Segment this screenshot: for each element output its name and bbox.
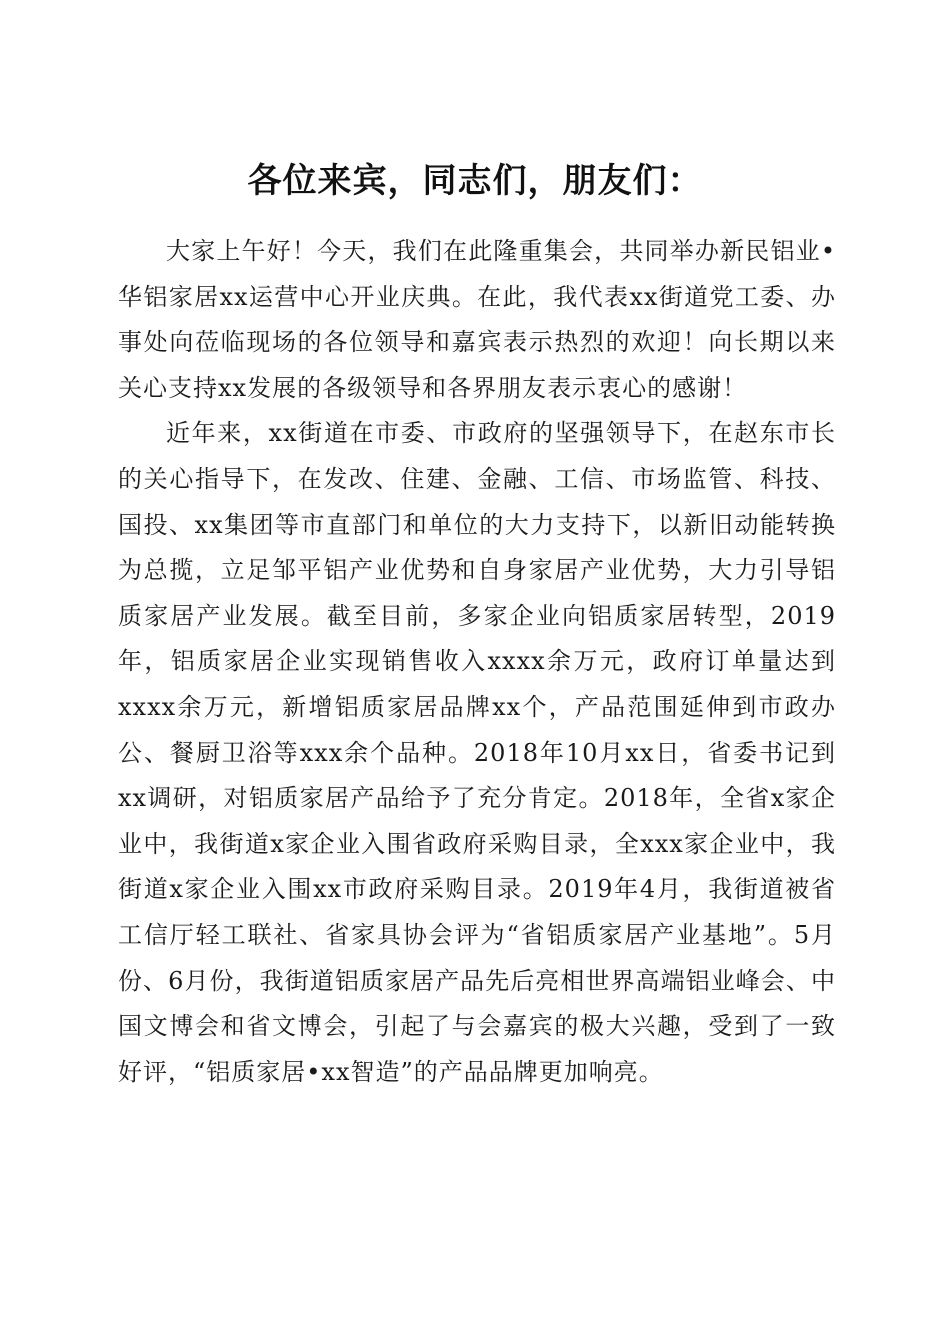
page-title: 各位来宾，同志们，朋友们：: [247, 160, 703, 201]
paragraph-greeting: 大家上午好！今天，我们在此隆重集会，共同举办新民铝业•华铝家居xx运营中心开业庆典。在此，我代表xx街道党工委、办事处向莅临现场的各位领导和嘉宾表示热烈的欢迎！向长期以来关心支持xx发展的各级领导和各界朋友表示衷心的感谢！: [118, 237, 836, 402]
document-body: [118, 229, 836, 1095]
paragraph-development: 近年来，xx街道在市委、市政府的坚强领导下，在赵东市长的关心指导下，在发改、住建、金融、工信、市场监管、科技、国投、xx集团等市直部门和单位的大力支持下，以新旧动能转换为总揽，立足邹平铝产业优势和自身家居产业优势，大力引导铝质家居产业发展。截至目前，多家企业向铝质家居转型，2019年，铝质家居企业实现销售收入xxxx余万元，政府订单量达到xxxx余万元，新增铝质家居品牌xx个，产品范围延伸到市政办公、餐厨卫浴等xxx余个品种。2018年10月xx日，省委书记到xx调研，对铝质家居产品给予了充分肯定。2018年，全省x家企业中，我街道x家企业入围省政府采购目录，全xxx家企业中，我街道x家企业入围xx市政府采购目录。2019年4月，我街道被省工信厅轻工联社、省家具协会评为“省铝质家居产业基地”。5月份、6月份，我街道铝质家居产品先后亮相世界高端铝业峰会、中国文博会和省文博会，引起了与会嘉宾的极大兴趣，受到了一致好评，“铝质家居•xx智造”的产品品牌更加响亮。: [118, 419, 836, 1086]
